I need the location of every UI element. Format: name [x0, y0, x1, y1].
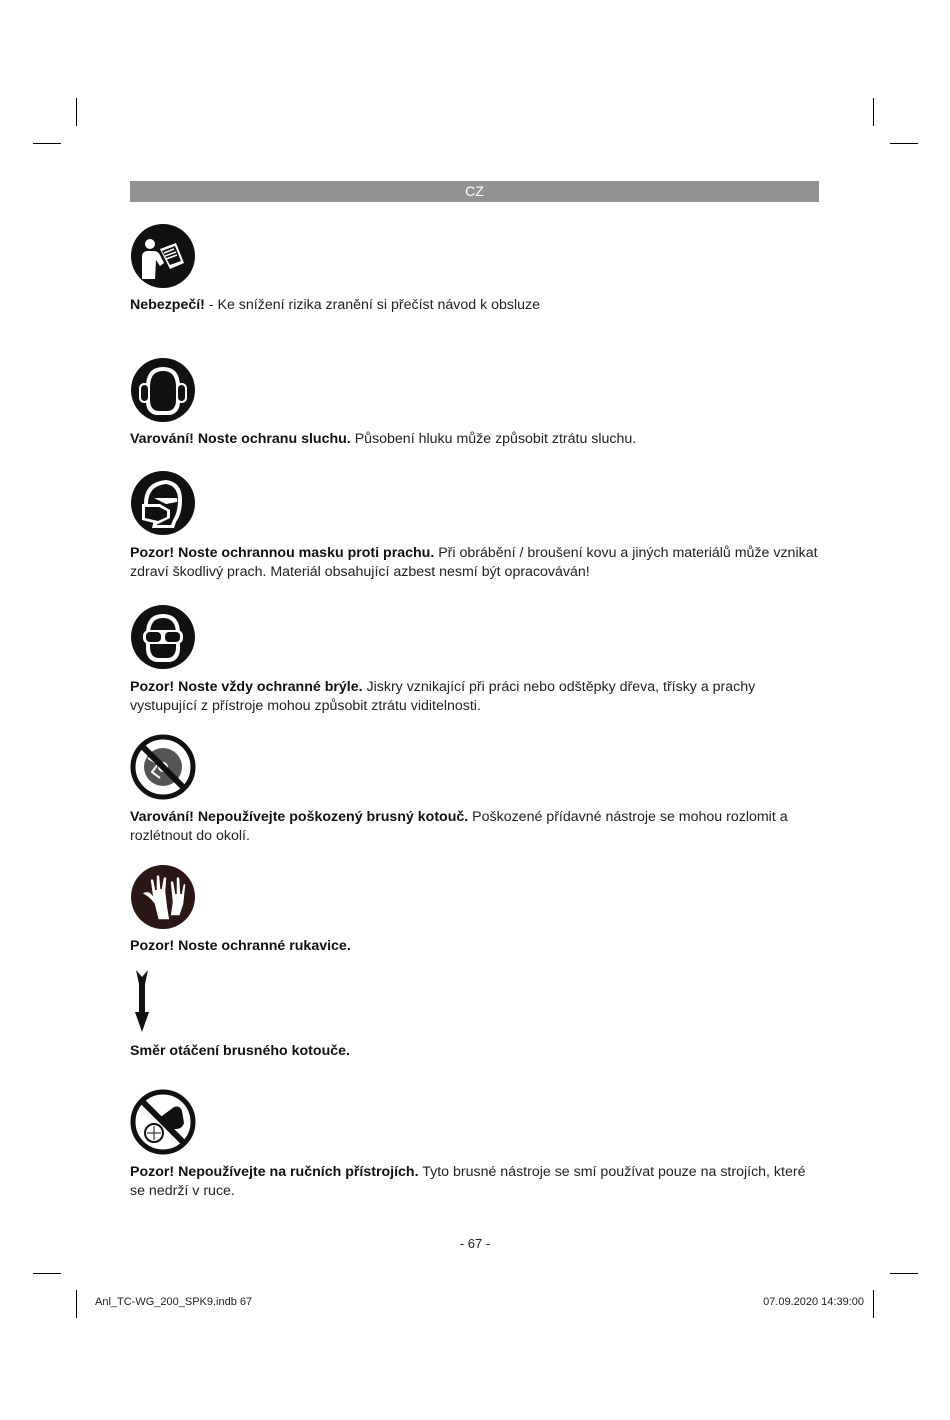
no-damaged-disc-icon [130, 734, 196, 800]
no-handheld-icon [130, 1089, 196, 1155]
symbol-text-no-handheld: Pozor! Nepoužívejte na ručních přístrojích. Tyto brusné nástroje se smí používat pouze na strojích, které se nedrží v ruce. [130, 1164, 806, 1199]
footer-file: Anl_TC-WG_200_SPK9.indb 67 [95, 1296, 253, 1308]
crop-mark [33, 143, 61, 144]
symbol-text-gloves: Pozor! Noste ochranné rukavice. [130, 938, 351, 954]
crop-mark [890, 1273, 918, 1274]
dust-mask-icon [130, 470, 196, 536]
language-header: CZ [130, 181, 819, 202]
page-number: - 67 - [459, 1236, 491, 1251]
symbol-text-dust-mask: Pozor! Noste ochrannou masku proti prachu. Při obrábění / broušení kovu a jiných materiálů může vznikat zdraví škodlivý prach. Materiál obsahující azbest nesmí být opracováván! [130, 545, 818, 580]
crop-mark [76, 98, 77, 126]
symbol-text-read-manual: Nebezpečí! - Ke snížení rizika zranění si přečíst návod k obsluze [130, 297, 541, 313]
footer-datetime: 07.09.2020 14:39:00 [763, 1296, 864, 1308]
gloves-icon [130, 864, 196, 930]
symbol-text-rotation: Směr otáčení brusného kotouče. [130, 1043, 350, 1059]
symbol-text-damaged-disc: Varování! Nepoužívejte poškozený brusný kotouč. Poškozené přídavné nástroje se mohou rozlomit a rozlétnout do okolí. [130, 809, 788, 844]
safety-goggles-icon [130, 604, 196, 670]
symbol-text-safety-goggles: Pozor! Noste vždy ochranné brýle. Jiskry vznikající při práci nebo odštěpky dřeva, třísky a prachy vystupující z přístroje mohou způsobit ztrátu viditelnosti. [130, 679, 756, 714]
read-manual-icon [130, 223, 196, 289]
crop-mark [873, 1290, 874, 1318]
crop-mark [33, 1273, 61, 1274]
crop-mark [890, 143, 918, 144]
ear-protection-icon [130, 357, 196, 423]
crop-mark [76, 1290, 77, 1318]
symbol-text-ear-protection: Varování! Noste ochranu sluchu. Působení hluku může způsobit ztrátu sluchu. [130, 431, 637, 447]
rotation-arrow-icon [130, 970, 154, 1034]
crop-mark [873, 98, 874, 126]
